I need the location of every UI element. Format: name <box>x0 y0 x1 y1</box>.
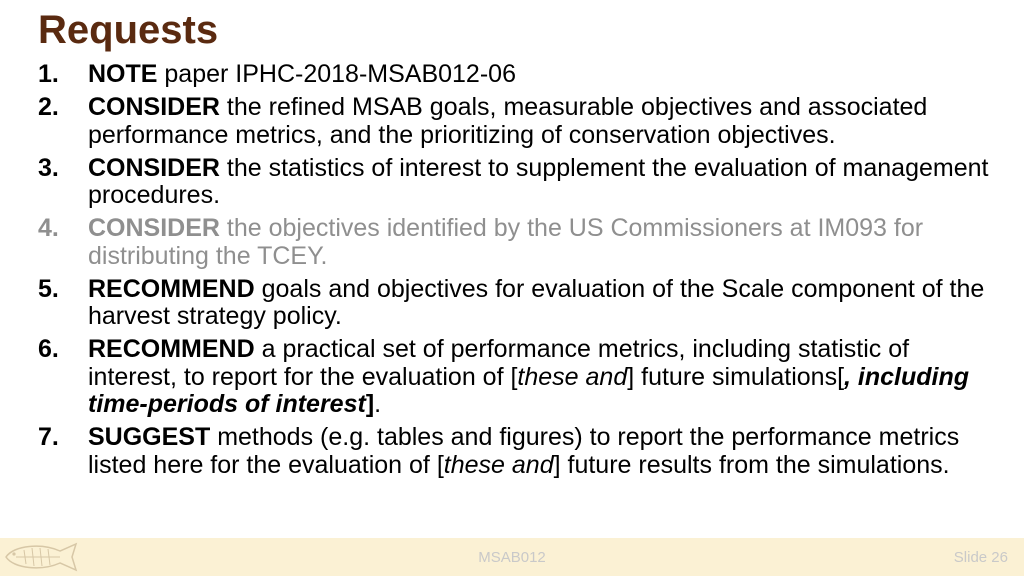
item-body: the objectives identified by the US Commissioners at IM093 for distributing the TCEY. <box>88 214 924 270</box>
list-item <box>38 276 998 331</box>
slide-title: Requests <box>38 8 219 52</box>
item-number: 7. <box>38 423 59 451</box>
item-body: the refined MSAB goals, measurable objectives and associated performance metrics, and the prioritizing of conservation objectives. <box>88 93 928 149</box>
item-number: 5. <box>38 274 59 303</box>
item-text <box>88 336 998 419</box>
item-verb: CONSIDER <box>88 93 220 121</box>
item-body: methods (e.g. tables and figures) to report the performance metrics listed here for the evaluation of [ <box>88 423 960 479</box>
list-item <box>38 336 998 419</box>
item-number: 4. <box>38 214 59 242</box>
list-item <box>38 155 998 210</box>
list-item <box>38 424 998 479</box>
item-verb: CONSIDER <box>88 153 220 182</box>
item-verb: CONSIDER <box>88 214 220 242</box>
item-number: 1. <box>38 60 59 88</box>
list-item-dimmed <box>38 215 998 270</box>
request-list <box>38 61 998 485</box>
closing-bracket: ] <box>365 390 375 418</box>
item-text <box>88 276 998 331</box>
item-body: . <box>374 390 382 418</box>
item-body: ] future results from the simulations. <box>553 450 950 479</box>
italic-phrase: these and <box>517 362 628 391</box>
list-item <box>38 94 998 149</box>
footer-meeting-code: MSAB012 <box>478 549 546 566</box>
item-verb: RECOMMEND <box>88 274 255 303</box>
item-verb: RECOMMEND <box>88 335 255 363</box>
item-body: paper IPHC-2018-MSAB012-06 <box>157 60 516 88</box>
item-number: 6. <box>38 335 59 363</box>
item-verb: SUGGEST <box>88 423 211 451</box>
item-text <box>88 155 998 210</box>
item-text <box>88 215 998 270</box>
bold-italic-phrase: , including time-periods of interest <box>88 362 970 418</box>
item-body: goals and objectives for evaluation of the Scale component of the harvest strategy policy. <box>88 274 985 330</box>
item-number: 2. <box>38 93 59 121</box>
item-text <box>88 94 998 149</box>
list-item <box>38 61 998 89</box>
slide-number: Slide 26 <box>953 549 1008 566</box>
item-body: ] future simulations[ <box>627 362 845 391</box>
item-body: a practical set of performance metrics, including statistic of interest, to report for the evaluation of [ <box>88 335 910 391</box>
item-text <box>88 61 998 89</box>
italic-phrase: these and <box>443 450 554 479</box>
item-verb: NOTE <box>88 60 158 88</box>
item-text <box>88 424 998 479</box>
item-number: 3. <box>38 153 59 182</box>
item-body: the statistics of interest to supplement the evaluation of management procedures. <box>88 153 989 209</box>
